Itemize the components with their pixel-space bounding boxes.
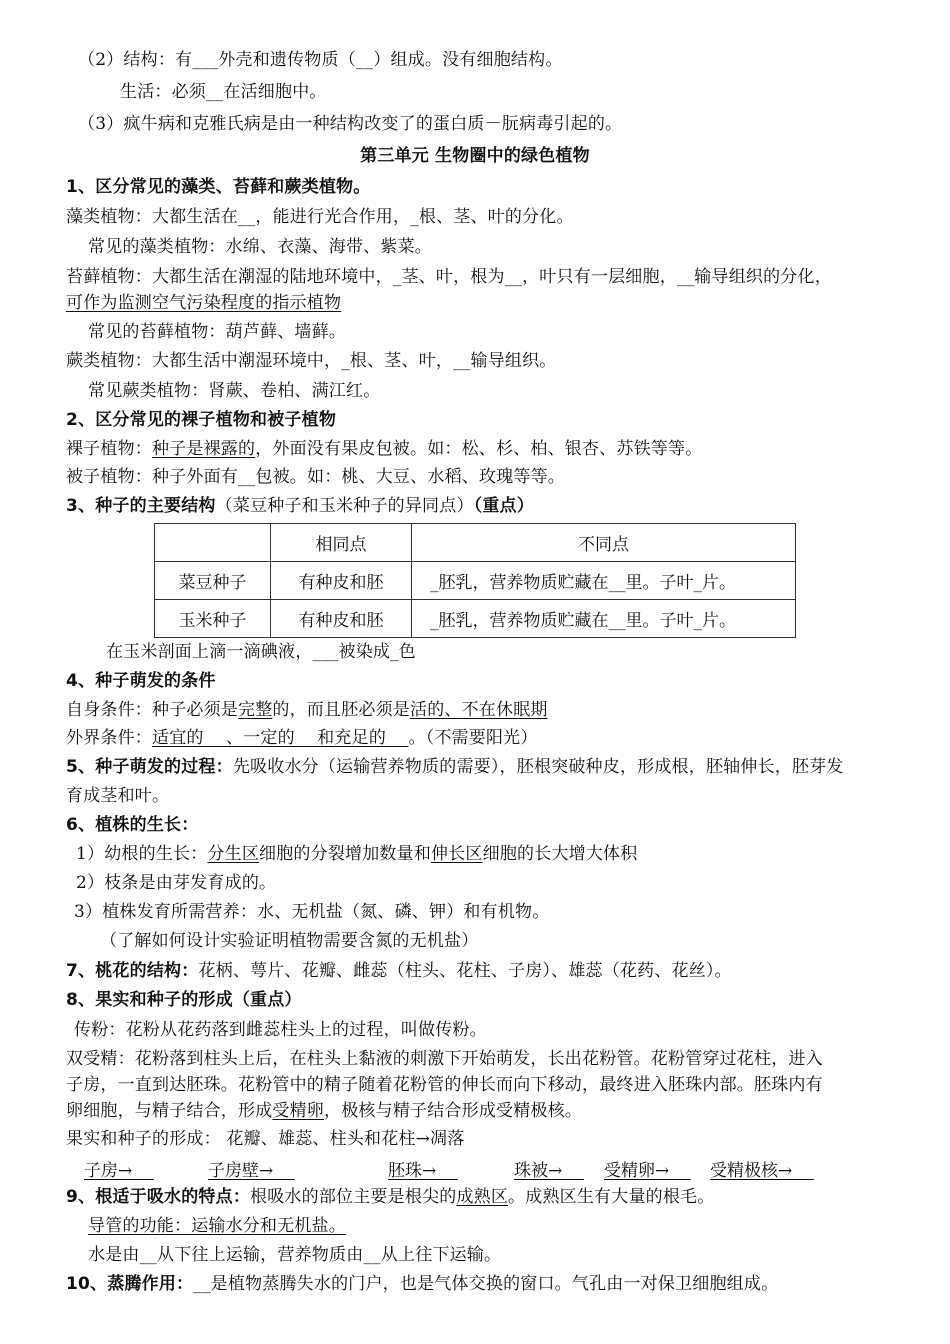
external-condition-line: 外界条件：适宜的 、一定的 和充足的 。（不需要阳光）: [66, 728, 538, 748]
algae-examples: 常见的藻类植物：水绵、衣藻、海带、紫菜。: [88, 237, 432, 257]
formation-ovary: 子房→: [84, 1161, 154, 1181]
gymnosperm-line: 裸子植物：种子是裸露的，外面没有果皮包被。如：松、杉、柏、银杏、苏铁等等。: [66, 439, 703, 459]
root-growth-line: 1）幼根的生长：分生区细胞的分裂增加数量和伸长区细胞的长大增大体积: [76, 844, 638, 864]
vessel-function-line: 导管的功能：运输水分和无机盐。: [88, 1216, 346, 1236]
heading-3: 3、种子的主要结构（菜豆种子和玉米种子的异同点）（重点）: [66, 496, 534, 516]
heading-4: 4、种子萌发的条件: [66, 671, 216, 691]
formation-endosperm-nucleus: 受精极核→: [710, 1161, 814, 1181]
algae-line: 藻类植物：大都生活在__，能进行光合作用，_根、茎、叶的分化。: [66, 207, 574, 227]
fern-line: 蕨类植物：大都生活中潮湿环境中，_根、茎、叶，__输导组织。: [66, 351, 557, 371]
transport-line: 水是由__从下往上运输，营养物质由__从上往下运输。: [88, 1245, 502, 1265]
self-condition-line: 自身条件：种子必须是完整的，而且胚必须是活的、不在休眠期: [66, 700, 548, 720]
table-row: 菜豆种子 有种皮和胚 _胚乳，营养物质贮藏在__里。子叶_片。: [155, 562, 796, 600]
heading-1: 1、区分常见的藻类、苔藓和蕨类植物。: [66, 177, 371, 197]
heading-8: 8、果实和种子的形成（重点）: [66, 990, 302, 1010]
moss-examples: 常见的苔藓植物：葫芦藓、墙藓。: [88, 322, 346, 342]
virus-structure-line: （2）结构：有___外壳和遗传物质（__）组成。没有细胞结构。: [78, 50, 563, 70]
formation-ovary-wall: 子房壁→: [208, 1161, 295, 1181]
heading-6: 6、植株的生长：: [66, 815, 199, 835]
virus-life-line: 生活：必须__在活细胞中。: [120, 82, 327, 102]
transpiration-line: 10、蒸腾作用：__是植物蒸腾失水的门户，也是气体交换的窗口。气孔由一对保卫细胞组成。: [66, 1274, 779, 1294]
angiosperm-line: 被子植物：种子外面有__包被。如：桃、大豆、水稻、玫瑰等等。: [66, 467, 565, 487]
formation-ovule: 胚珠→: [388, 1161, 458, 1181]
table-row: 玉米种子 有种皮和胚 _胚乳，营养物质贮藏在__里。子叶_片。: [155, 600, 796, 638]
moss-line: 苔藓植物：大都生活在潮湿的陆地环境中，_茎、叶，根为__，叶只有一层细胞，__输导组织的分化，: [66, 267, 832, 287]
formation-integument: 珠被→: [514, 1161, 584, 1181]
nitrogen-note: （了解如何设计实验证明植物需要含氮的无机盐）: [100, 931, 479, 951]
double-fertilization-line-3: 卵细胞，与精子结合，形成受精卵，极核与精子结合形成受精极核。: [66, 1101, 583, 1121]
table-row: 相同点 不同点: [155, 524, 796, 562]
germination-process-line: 5、种子萌发的过程：先吸收水分（运输营养物质的需要），胚根突破种皮，形成根，胚轴伸长，胚芽发: [66, 757, 844, 777]
formation-zygote: 受精卵→: [604, 1161, 691, 1181]
prion-line: （3）疯牛病和克雅氏病是由一种结构改变了的蛋白质－朊病毒引起的。: [78, 114, 623, 134]
root-absorption-line: 9、根适于吸水的特点：根吸水的部位主要是根尖的成熟区。成熟区生有大量的根毛。: [66, 1187, 715, 1207]
peach-flower-line: 7、桃花的结构：花柄、萼片、花瓣、雌蕊（柱头、花柱、子房）、雄蕊（花药、花丝）。: [66, 961, 732, 981]
pollination-line: 传粉：花粉从花药落到雌蕊柱头上的过程，叫做传粉。: [74, 1020, 487, 1040]
double-fertilization-line-1: 双受精：花粉落到柱头上后，在柱头上黏液的刺激下开始萌发，长出花粉管。花粉管穿过花柱，进入: [66, 1049, 823, 1069]
fern-examples: 常见蕨类植物：肾蕨、卷柏、满江红。: [88, 381, 381, 401]
iodine-line: 在玉米剖面上滴一滴碘液，___被染成_色: [106, 642, 416, 662]
heading-2: 2、区分常见的裸子植物和被子植物: [66, 410, 337, 430]
seed-comparison-table: [154, 523, 796, 638]
double-fertilization-line-2: 子房，一直到达胚珠。花粉管中的精子随着花粉管的伸长而向下移动，最终进入胚珠内部。胚珠内有: [66, 1075, 823, 1095]
germination-process-cont: 育成茎和叶。: [66, 786, 170, 806]
fruit-formation-line: 果实和种子的形成： 花瓣、雄蕊、柱头和花柱→凋落: [66, 1129, 465, 1149]
nutrition-line: 3）植株发育所需营养：水、无机盐（氮、磷、钾）和有机物。: [74, 902, 550, 922]
unit-title: 第三单元 生物圈中的绿色植物: [360, 146, 590, 166]
moss-indicator-line: 可作为监测空气污染程度的指示植物: [66, 293, 342, 313]
branch-line: 2）枝条是由芽发育成的。: [76, 873, 277, 893]
